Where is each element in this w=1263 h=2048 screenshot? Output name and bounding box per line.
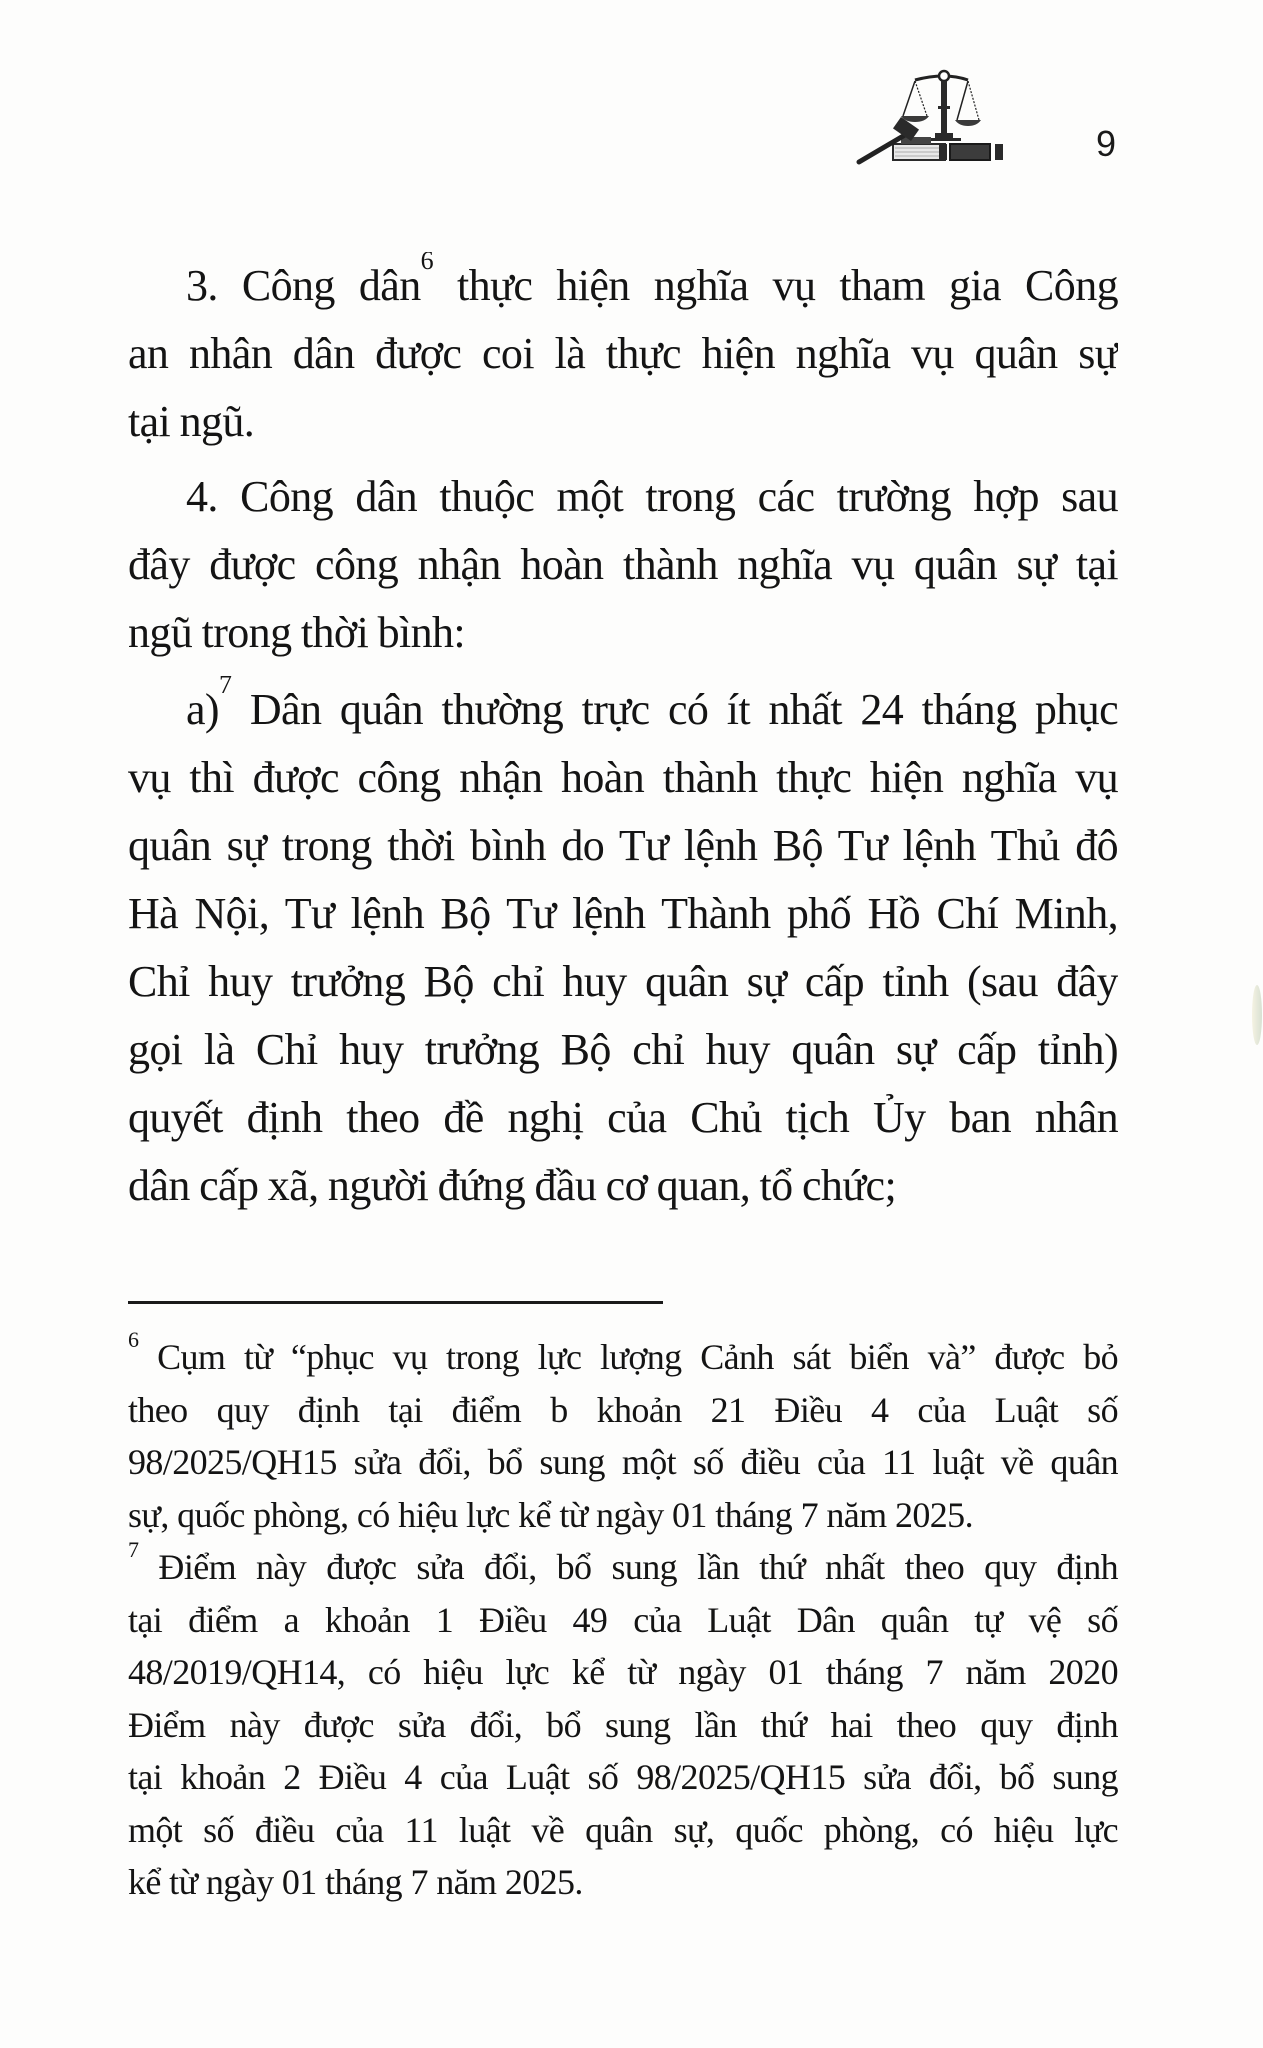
text-line: quyết định theo đề nghị của Chủ tịch Ủy ban nhân (128, 1093, 1118, 1142)
footnote-marker: 7 (128, 1541, 139, 1562)
text-line: dân cấp xã, người đứng đầu cơ quan, tổ chức; (128, 1161, 897, 1210)
text-line: tại ngũ. (128, 397, 255, 446)
text-line: đây được công nhận hoàn thành nghĩa vụ quân sự tại (128, 540, 1118, 589)
text-line: ngũ trong thời bình: (128, 608, 466, 657)
scan-edge-artifact (1252, 985, 1262, 1045)
point-a (128, 676, 1118, 1220)
text-line: vụ thì được công nhận hoàn thành thực hiện nghĩa vụ (128, 753, 1118, 802)
text-line: Hà Nội, Tư lệnh Bộ Tư lệnh Thành phố Hồ Chí Minh, (128, 889, 1118, 938)
footnote-line: tại điểm a khoản 1 Điều 49 của Luật Dân quân tự vệ số (128, 1599, 1118, 1640)
footnote-line: một số điều của 11 luật về quân sự, quốc phòng, có hiệu lực (128, 1809, 1118, 1850)
footnote-line: tại khoản 2 Điều 4 của Luật số 98/2025/QH15 sửa đổi, bổ sung (128, 1757, 1118, 1797)
clause-4 (128, 463, 1118, 667)
text-line: 3. Công dân$^6$ thực hiện nghĩa vụ tham gia Công (128, 252, 1118, 320)
text-line: gọi là Chỉ huy trưởng Bộ chỉ huy quân sự cấp tỉnh) (128, 1025, 1118, 1074)
footnote-line: 48/2019/QH14, có hiệu lực kể từ ngày 01 tháng 7 năm 2020 (128, 1652, 1118, 1692)
text-line: 4. Công dân thuộc một trong các trường hợp sau (186, 472, 1118, 521)
clause-3 (128, 252, 1118, 456)
text-line: a)$^7$ Dân quân thường trực có ít nhất 24 tháng phục (128, 676, 1118, 744)
scales-of-justice-gavel-books-icon (855, 58, 1020, 168)
footnote-line: $^6$ Cụm từ “phục vụ trong lực lượng Cảnh sát biển và” được bỏ (128, 1331, 1118, 1384)
footnotes (128, 1331, 1118, 1909)
text-line: quân sự trong thời bình do Tư lệnh Bộ Tư lệnh Thủ đô (128, 821, 1118, 870)
footnote-7 (128, 1541, 1118, 1909)
footnote-line: theo quy định tại điểm b khoản 21 Điều 4 của Luật số (128, 1389, 1118, 1430)
page-number: 9 (1096, 123, 1117, 164)
footnote-divider (128, 1301, 663, 1304)
footnote-line: Điểm này được sửa đổi, bổ sung lần thứ hai theo quy định (128, 1704, 1118, 1745)
text-line: Chỉ huy trưởng Bộ chỉ huy quân sự cấp tỉnh (sau đây (128, 957, 1118, 1006)
footnote-line: sự, quốc phòng, có hiệu lực kể từ ngày 01 tháng 7 năm 2025. (128, 1494, 973, 1535)
footnote-ref-6[interactable]: 6 (420, 252, 433, 275)
footnote-line: $^7$ Điểm này được sửa đổi, bổ sung lần thứ nhất theo quy định (128, 1541, 1118, 1594)
footnote-line: 98/2025/QH15 sửa đổi, bổ sung một số điều của 11 luật về quân (128, 1442, 1118, 1482)
text-line: an nhân dân được coi là thực hiện nghĩa vụ quân sự (128, 329, 1118, 378)
footnote-6 (128, 1331, 1118, 1541)
footnote-ref-7[interactable]: 7 (218, 676, 232, 699)
footnote-marker: 6 (128, 1331, 139, 1352)
footnote-line: kể từ ngày 01 tháng 7 năm 2025. (128, 1862, 583, 1902)
